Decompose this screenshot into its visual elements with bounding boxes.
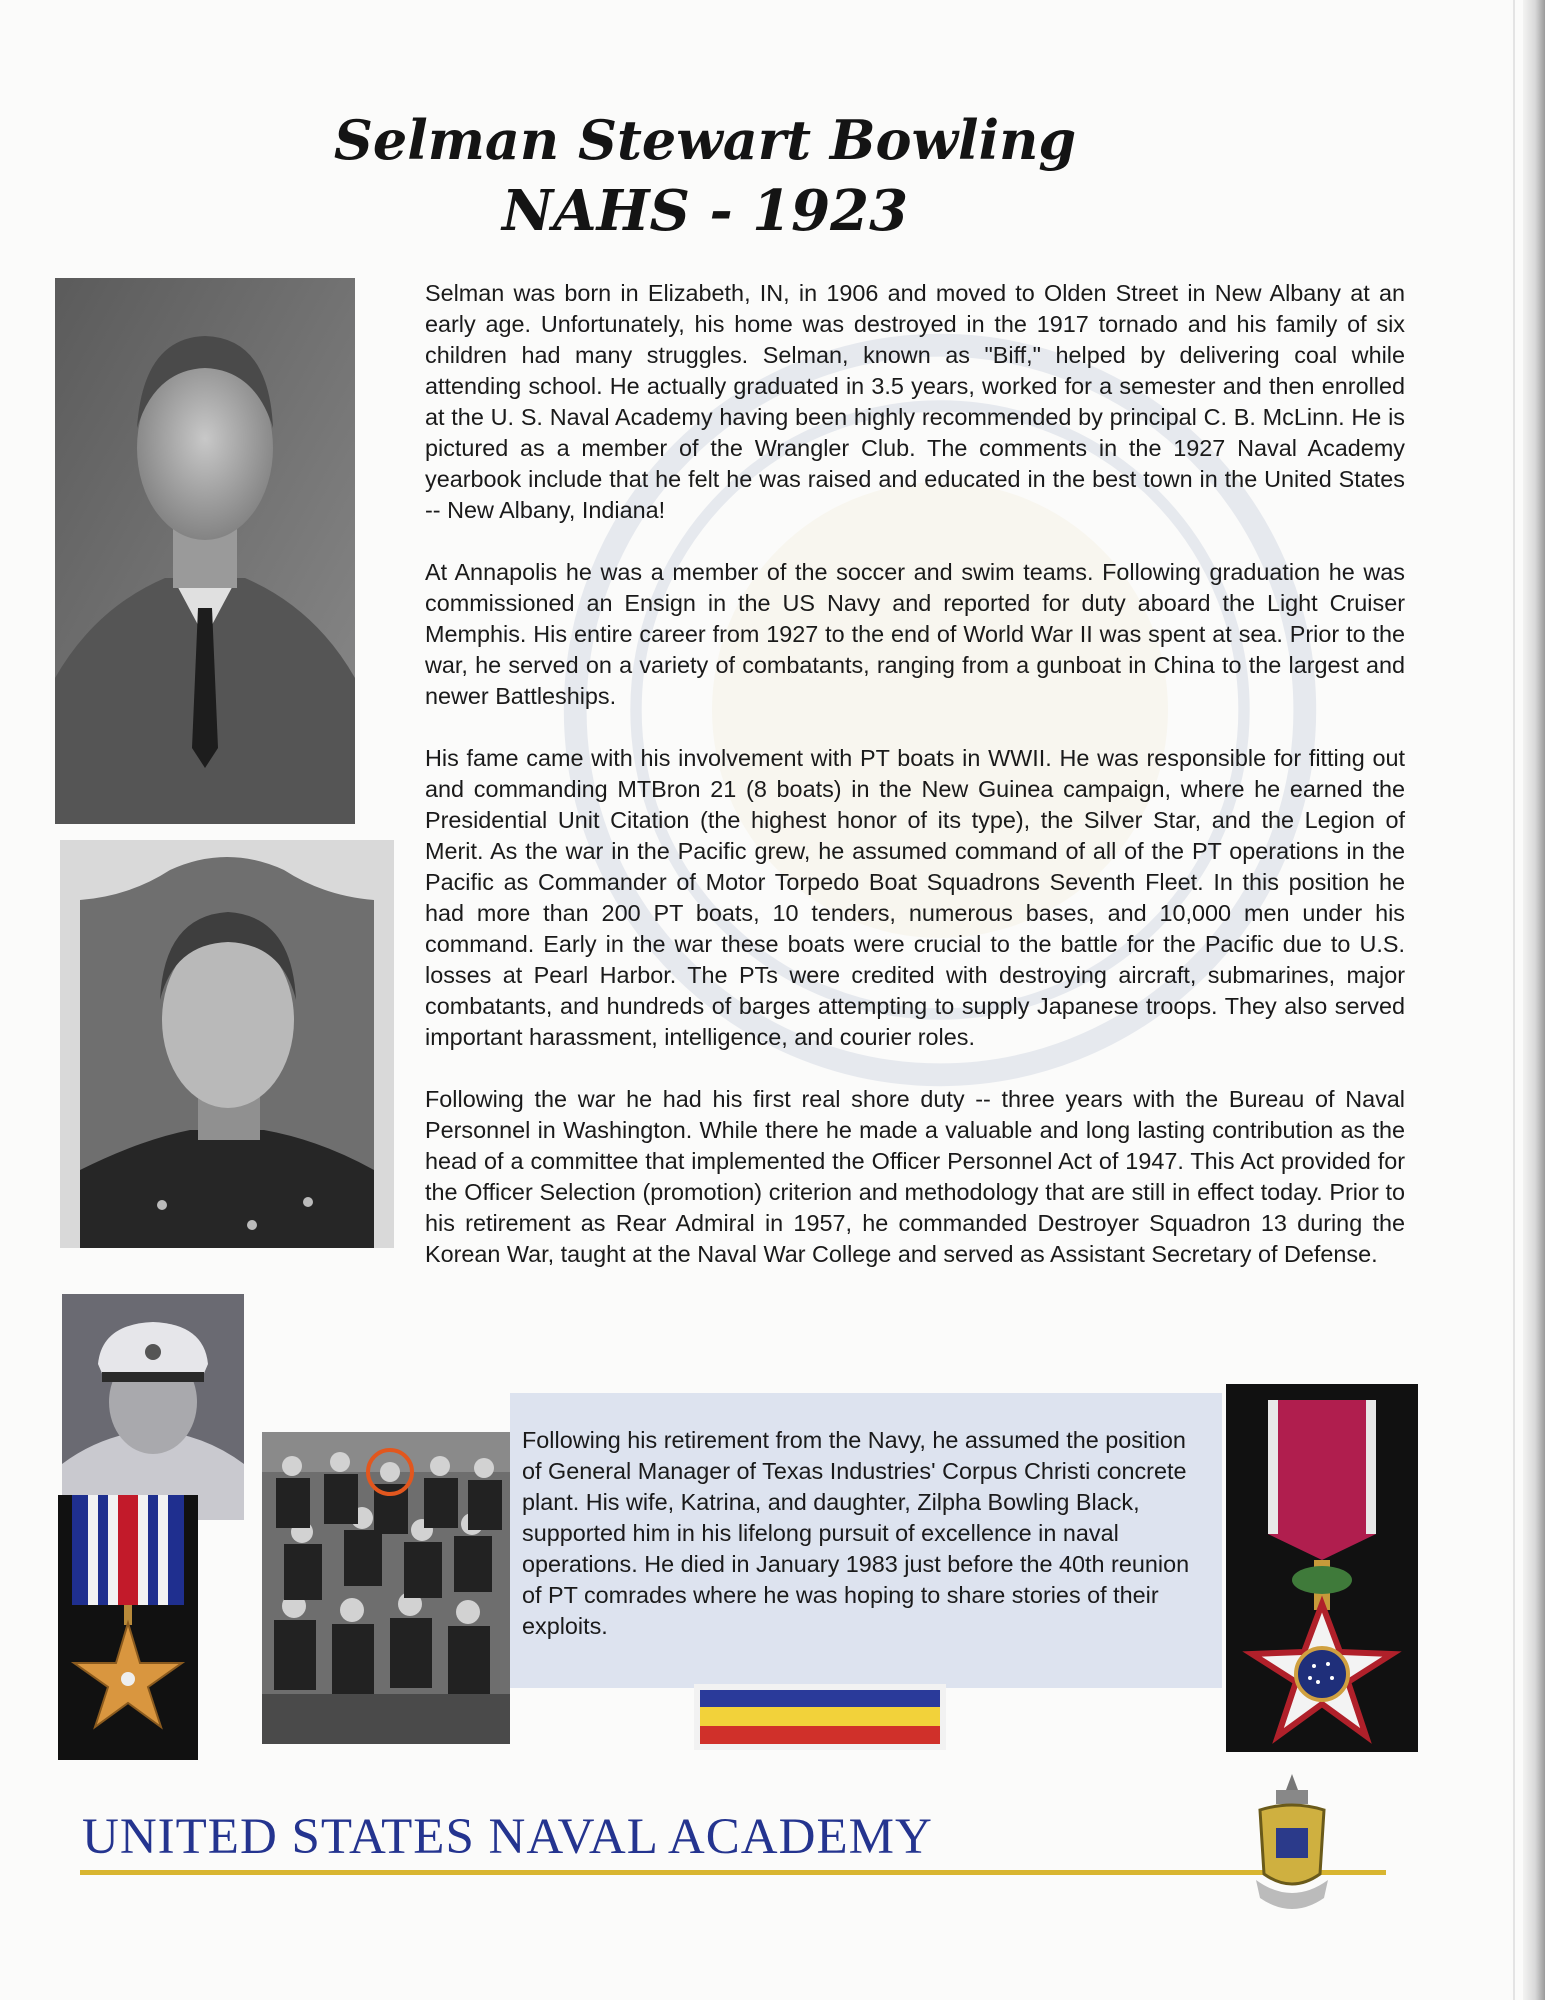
legion-of-merit-medal-image [1226,1384,1418,1752]
page-title: Selman Stewart Bowling [333,108,1077,172]
highschool-portrait-photo [55,278,355,824]
unit-citation-ribbon-image [694,1684,946,1750]
footer-rule [80,1870,1386,1875]
biography-body [425,278,1405,1301]
paragraph-retirement: Following his retirement from the Navy, he assumed the position of General Manager of Texas Industries' Corpus Christi concrete plant. His wife, Katrina, and daughter, Zilpha Bowling Black, supported him in his lifelong pursuit of excellence in naval operations. He died in January 1983 just before the 40th reunion of PT comrades where he was hoping to share stories of their exploits. [522,1427,1190,1639]
silver-star-medal-image [58,1495,198,1760]
paragraph-postwar: Following the war he had his first real shore duty -- three years with the Bureau of Naval Personnel in Washington. While there he made a valuable and long lasting contribution as the head of a committee that implemented the Officer Personnel Act of 1947. This Act provided for the Officer Selection (promotion) criterion and methodology that are still in effect today. Prior to his retirement as Rear Admiral in 1957, he commanded Destroyer Squadron 13 during the Korean War, taught at the Naval War College and served as Assistant Secretary of Defense. [425,1086,1405,1267]
page-subtitle: NAHS - 1923 [501,178,909,244]
paragraph-early-life: Selman was born in Elizabeth, IN, in 1906 and moved to Olden Street in New Albany at an early age. Unfortunately, his home was destroyed in the 1917 tornado and his family of six children had many struggles. Selman, known as "Biff," helped by delivering coal while attending school. He actually graduated in 3.5 years, worked for a semester and then enrolled at the U. S. Naval Academy having been highly recommended by principal C. B. McLinn. He is pictured as a member of the Wrangler Club. The comments in the 1927 Naval Academy yearbook include that he felt he was raised and educated in the best town in the United States -- New Albany, Indiana! [425,280,1405,523]
paragraph-annapolis: At Annapolis he was a member of the soccer and swim teams. Following graduation he was commissioned an Ensign in the US Navy and reported for duty aboard the Light Cruiser Memphis. His entire career from 1927 to the end of World War II was spent at sea. Prior to the war, he served on a variety of combatants, ranging from a gunboat in China to the largest and newer Battleships. [425,559,1405,709]
page-edge [1523,0,1545,2000]
retirement-box [510,1393,1222,1688]
admiral-portrait-photo [62,1294,244,1520]
naval-academy-crest-icon [1246,1770,1338,1920]
page-edge-shadow [1513,0,1515,2000]
paragraph-pt-boats: His fame came with his involvement with PT boats in WWII. He was responsible for fitting out and commanding MTBron 21 (8 boats) in the New Guinea campaign, where he earned the Presidential Unit Citation (the highest honor of its type), the Silver Star, and the Legion of Merit. As the war in the Pacific grew, he assumed command of all of the PT operations in the Pacific as Commander of Motor Torpedo Boat Squadrons Seventh Fleet. In this position he had more than 200 PT boats, 10 tenders, numerous bases, and 10,000 men under his command. Early in the war these boats were crucial to the battle for the Pacific due to U.S. losses at Pearl Harbor. The PTs were credited with destroying aircraft, submarines, major combatants, and hundreds of barges attempting to supply Japanese troops. They also served important harassment, intelligence, and courier roles. [425,745,1405,1050]
footer-institution: UNITED STATES NAVAL ACADEMY [82,1809,933,1865]
wrangler-club-group-photo [262,1432,510,1744]
academy-portrait-photo [60,840,394,1248]
